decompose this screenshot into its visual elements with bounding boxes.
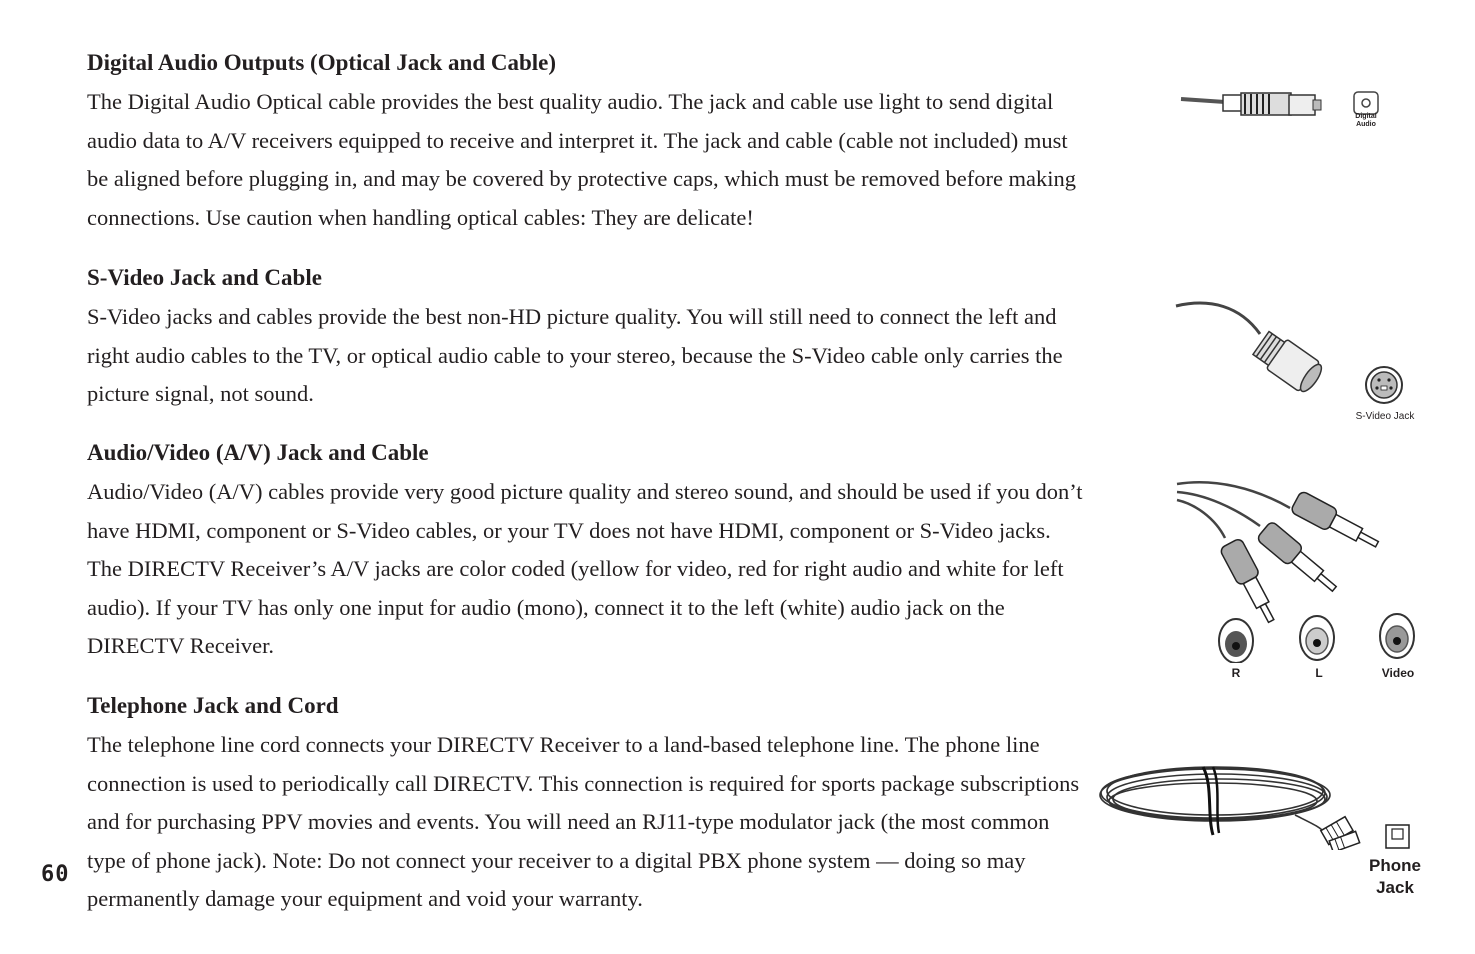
page-number: 60: [41, 862, 70, 887]
digital-audio-label-line1: Digital: [1355, 113, 1377, 120]
phone-jack-label-line2: Jack: [1376, 878, 1414, 897]
section-optical: [87, 49, 1087, 237]
svideo-cable-figure: [1170, 296, 1420, 431]
svideo-jack-label: S-Video Jack: [1355, 411, 1415, 422]
optical-cable-figure: [1175, 85, 1395, 145]
digital-audio-label: [1349, 113, 1383, 129]
section-heading: Audio/Video (A/V) Jack and Cable: [87, 440, 429, 465]
jack-video-icon: [1380, 614, 1414, 658]
jack-video-label: Video: [1381, 666, 1415, 680]
section-body: The Digital Audio Optical cable provides the best quality audio. The jack and cable use light to send digital audio data to A/V receivers equipped to receive and interpret it. The jack and cable (cable not included) must be aligned before plugging in, and may be covered by protective caps, which must be removed before making connections. Use caution when handling optical cables: They are delicate!: [87, 89, 1077, 230]
phone-jack-label: [1357, 855, 1433, 899]
section-av: [87, 439, 1087, 666]
section-telephone: [87, 692, 1087, 919]
section-svideo: [87, 264, 1087, 414]
jack-l-icon: [1300, 616, 1334, 660]
section-heading: S-Video Jack and Cable: [87, 265, 322, 290]
jack-r-icon: [1219, 619, 1253, 663]
phone-cord-icon: [1095, 755, 1435, 850]
jack-l-label: L: [1315, 666, 1323, 680]
section-body: Audio/Video (A/V) cables provide very good picture quality and stereo sound, and should be used if you don’t have HDMI, component or S-Video cables, or your TV does not have HDMI, component or S-Video jacks. The DIRECTV Receiver’s A/V jacks are color coded (yellow for video, red for right audio and white for left audio). If your TV has only one input for audio (mono), connect it to the left (white) audio jack on the DIRECTV Receiver.: [87, 479, 1083, 659]
av-cable-icon: [1175, 478, 1425, 663]
section-heading: Telephone Jack and Cord: [87, 693, 339, 718]
phone-jack-label-line1: Phone: [1369, 856, 1421, 875]
digital-audio-label-line2: Audio: [1356, 121, 1376, 128]
svideo-cable-icon: [1170, 296, 1420, 406]
phone-cord-figure: [1095, 755, 1435, 905]
jack-r-label: R: [1231, 666, 1241, 680]
section-body: The telephone line cord connects your DIRECTV Receiver to a land-based telephone line. The phone line connection is used to periodically call DIRECTV. This connection is required for sports package subscriptions and for purchasing PPV movies and events. You will need an RJ11-type modulator jack (the most common type of phone jack). Note: Do not connect your receiver to a digital PBX phone system — doing so may permanently damage your equipment and void your warranty.: [87, 732, 1080, 912]
section-heading: Digital Audio Outputs (Optical Jack and Cable): [87, 50, 557, 75]
section-body: S-Video jacks and cables provide the best non-HD picture quality. You will still need to connect the left and right audio cables to the TV, or optical audio cable to your stereo, because the S-Video cable only carries the picture signal, not sound.: [87, 304, 1063, 407]
av-cable-figure: [1175, 478, 1425, 688]
